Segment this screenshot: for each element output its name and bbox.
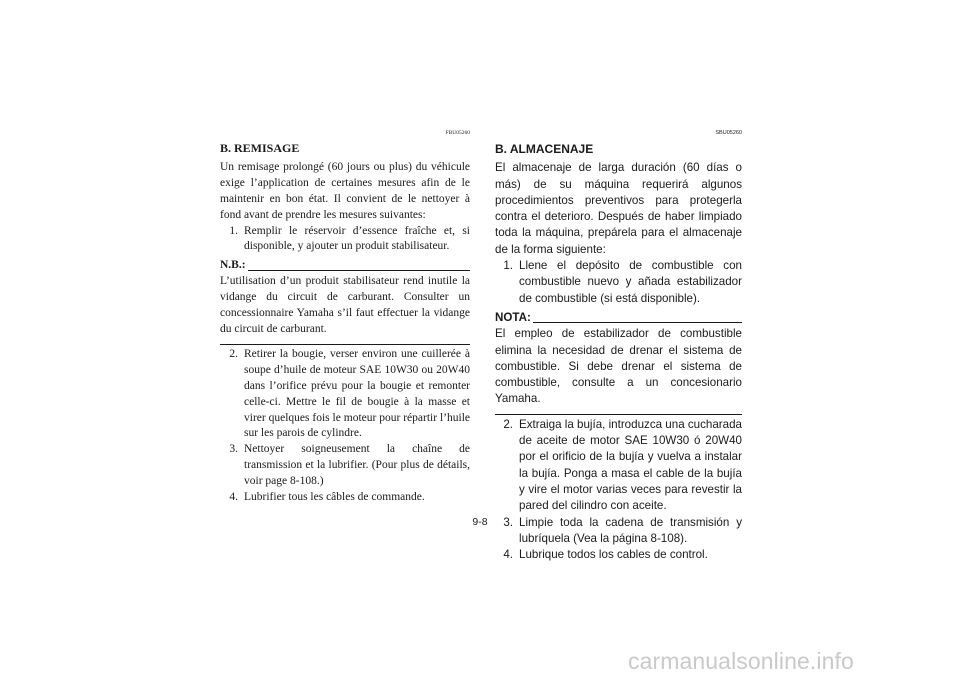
step-number: 3. [503,515,513,529]
step-number: 1. [503,259,513,273]
step-text: Remplir le réservoir d’essence fraîche et, si disponible, y ajouter un produit stabilisateur. [244,224,470,253]
note-end-rule [220,344,470,345]
spanish-column [495,130,742,563]
note-text: L’utilisation d’un produit stabilisateur rend inutile la vidange du circuit de carburant. Consulter un concessionnaire Yamaha s’il faut effectuer la vidange du circuit de carburant. [220,275,470,335]
intro-paragraph: Un remisage prolongé (60 jours ou plus) du véhicule exige l’application de certaines mesures afin de le maintenir en bon état. Il convient de le nettoyer à fond avant de prendre les mesures suivantes: [220,160,470,221]
french-column [220,130,470,506]
note-rule [533,322,742,323]
step-number: 2. [503,417,513,431]
step-number: 4. [229,491,238,504]
step-1 [220,224,470,256]
step-text: Lubrifier tous les câbles de commande. [244,491,425,504]
note-label: NOTA: [495,310,531,324]
note-label: N.B.: [220,259,246,272]
step-3 [220,442,470,490]
note-header [495,310,742,326]
step-number: 2. [229,347,238,360]
note-rule [248,270,470,271]
step-2 [220,347,470,442]
page-number: 9-8 [472,516,488,528]
step-4 [495,547,742,563]
step-number: 4. [503,548,513,562]
step-number: 1. [229,224,238,237]
step-text: Llene el depósito de combustible con combustible nuevo y añada estabilizador de combustible (si está disponible). [519,259,742,305]
note-header [220,258,470,274]
section-code: FBU05260 [445,130,470,136]
note-end-rule [495,414,742,415]
section-heading: B. ALMACENAJE [495,142,594,156]
section-heading: B. REMISAGE [220,141,300,155]
step-2 [495,417,742,515]
step-number: 3. [229,443,238,456]
step-1 [495,258,742,307]
section-code: SBU05260 [715,130,742,136]
step-text: Limpie toda la cadena de transmisión y lubríquela (Vea la página 8-108). [519,515,742,545]
step-text: Retirer la bougie, verser environ une cuillerée à soupe d’huile de moteur SAE 10W30 ou 20W40 dans l’orifice prévu pour la bougie et remonter celle-ci. Mettre le fil de bougie à la masse et virer quelques fois le moteur pour répartir l’huile sur les parois de cylindre. [244,347,470,440]
step-text: Lubrique todos los cables de control. [519,548,708,562]
step-text: Nettoyer soigneusement la chaîne de transmission et la lubrifier. (Pour plus de détails, voir page 8-108.) [244,443,470,488]
step-text: Extraiga la bujía, introduzca una cucharada de aceite de motor SAE 10W30 ó 20W40 por el orificio de la bujía y vuelva a instalar la bujía. Ponga a masa el cable de la bujía y vire el motor varias veces para revestir la pared del cilindro con aceite. [519,417,742,513]
watermark: carmanualsonline.info [628,648,854,674]
step-4 [220,490,470,506]
note-text: El empleo de estabilizador de combustible elimina la necesidad de drenar el sistema de combustible. Si debe drenar el sistema de combustible, consulte a un concesionario Yamaha. [495,327,742,406]
intro-paragraph: El almacenaje de larga duración (60 días o más) de su máquina requerirá algunos procedimientos preventivos para protegerla contra el deterioro. Después de haber limpiado toda la máquina, prepárela para el almacenaje de la forma siguiente: [495,161,742,256]
